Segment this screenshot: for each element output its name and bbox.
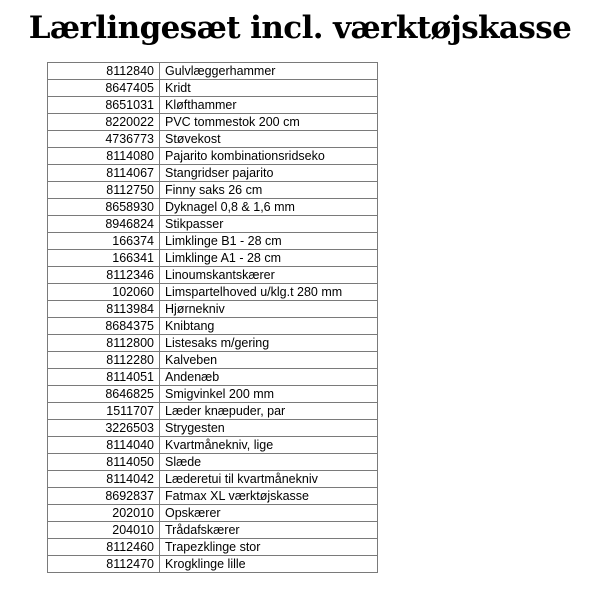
item-description-cell: Støvekost: [160, 131, 378, 148]
item-description-cell: Stangridser pajarito: [160, 165, 378, 182]
table-row: [48, 403, 378, 420]
table-row: [48, 352, 378, 369]
item-number-cell: 8114042: [48, 471, 160, 488]
item-number-cell: 8112280: [48, 352, 160, 369]
item-description-cell: Kløfthammer: [160, 97, 378, 114]
table-row: [48, 165, 378, 182]
item-number-cell: 8684375: [48, 318, 160, 335]
table-row: [48, 505, 378, 522]
table-row: [48, 97, 378, 114]
item-description-cell: Strygesten: [160, 420, 378, 437]
item-number-cell: 8114051: [48, 369, 160, 386]
item-description-cell: Limklinge B1 - 28 cm: [160, 233, 378, 250]
table-row: [48, 267, 378, 284]
item-description-cell: Krogklinge lille: [160, 556, 378, 573]
item-description-cell: Slæde: [160, 454, 378, 471]
item-number-cell: 4736773: [48, 131, 160, 148]
item-number-cell: 8114050: [48, 454, 160, 471]
item-description-cell: Pajarito kombinationsridseko: [160, 148, 378, 165]
item-description-cell: PVC tommestok 200 cm: [160, 114, 378, 131]
table-row: [48, 556, 378, 573]
item-number-cell: 166374: [48, 233, 160, 250]
item-number-cell: 8692837: [48, 488, 160, 505]
table-row: [48, 437, 378, 454]
item-description-cell: Smigvinkel 200 mm: [160, 386, 378, 403]
table-row: [48, 114, 378, 131]
item-description-cell: Kalveben: [160, 352, 378, 369]
item-number-cell: 102060: [48, 284, 160, 301]
item-number-cell: 8646825: [48, 386, 160, 403]
item-number-cell: 8220022: [48, 114, 160, 131]
item-description-cell: Gulvlæggerhammer: [160, 63, 378, 80]
item-number-cell: 8112460: [48, 539, 160, 556]
table-row: [48, 63, 378, 80]
table-row: [48, 250, 378, 267]
table-row: [48, 284, 378, 301]
item-description-cell: Knibtang: [160, 318, 378, 335]
item-description-cell: Kridt: [160, 80, 378, 97]
item-number-cell: 8112346: [48, 267, 160, 284]
item-description-cell: Fatmax XL værktøjskasse: [160, 488, 378, 505]
item-number-cell: 8112470: [48, 556, 160, 573]
table-row: [48, 318, 378, 335]
item-description-cell: Listesaks m/gering: [160, 335, 378, 352]
item-description-cell: Kvartmånekniv, lige: [160, 437, 378, 454]
item-description-cell: Trapezklinge stor: [160, 539, 378, 556]
table-row: [48, 131, 378, 148]
table-row: [48, 233, 378, 250]
table-row: [48, 420, 378, 437]
item-number-cell: 8946824: [48, 216, 160, 233]
table-row: [48, 148, 378, 165]
table-row: [48, 301, 378, 318]
item-number-cell: 8113984: [48, 301, 160, 318]
items-table: [47, 62, 378, 573]
item-number-cell: 8112800: [48, 335, 160, 352]
item-number-cell: 8112750: [48, 182, 160, 199]
table-row: [48, 454, 378, 471]
table-row: [48, 488, 378, 505]
table-row: [48, 386, 378, 403]
item-description-cell: Trådafskærer: [160, 522, 378, 539]
item-number-cell: 3226503: [48, 420, 160, 437]
table-row: [48, 539, 378, 556]
item-description-cell: Finny saks 26 cm: [160, 182, 378, 199]
table-row: [48, 335, 378, 352]
item-number-cell: 8114040: [48, 437, 160, 454]
item-description-cell: Andenæb: [160, 369, 378, 386]
item-number-cell: 8647405: [48, 80, 160, 97]
items-table-body: [48, 63, 378, 573]
item-number-cell: 202010: [48, 505, 160, 522]
item-description-cell: Opskærer: [160, 505, 378, 522]
item-description-cell: Limklinge A1 - 28 cm: [160, 250, 378, 267]
item-number-cell: 8658930: [48, 199, 160, 216]
item-number-cell: 8114080: [48, 148, 160, 165]
item-description-cell: Læder knæpuder, par: [160, 403, 378, 420]
item-number-cell: 1511707: [48, 403, 160, 420]
table-row: [48, 522, 378, 539]
item-number-cell: 166341: [48, 250, 160, 267]
item-description-cell: Stikpasser: [160, 216, 378, 233]
table-row: [48, 471, 378, 488]
item-number-cell: 204010: [48, 522, 160, 539]
table-row: [48, 182, 378, 199]
table-row: [48, 80, 378, 97]
item-description-cell: Linoumskantskærer: [160, 267, 378, 284]
item-description-cell: Dyknagel 0,8 & 1,6 mm: [160, 199, 378, 216]
item-description-cell: Læderetui til kvartmånekniv: [160, 471, 378, 488]
table-row: [48, 199, 378, 216]
document-title: Lærlingesæt incl. værktøjskasse: [28, 10, 572, 46]
table-row: [48, 369, 378, 386]
item-description-cell: Limspartelhoved u/klg.t 280 mm: [160, 284, 378, 301]
item-description-cell: Hjørnekniv: [160, 301, 378, 318]
item-number-cell: 8651031: [48, 97, 160, 114]
item-number-cell: 8112840: [48, 63, 160, 80]
table-row: [48, 216, 378, 233]
item-number-cell: 8114067: [48, 165, 160, 182]
